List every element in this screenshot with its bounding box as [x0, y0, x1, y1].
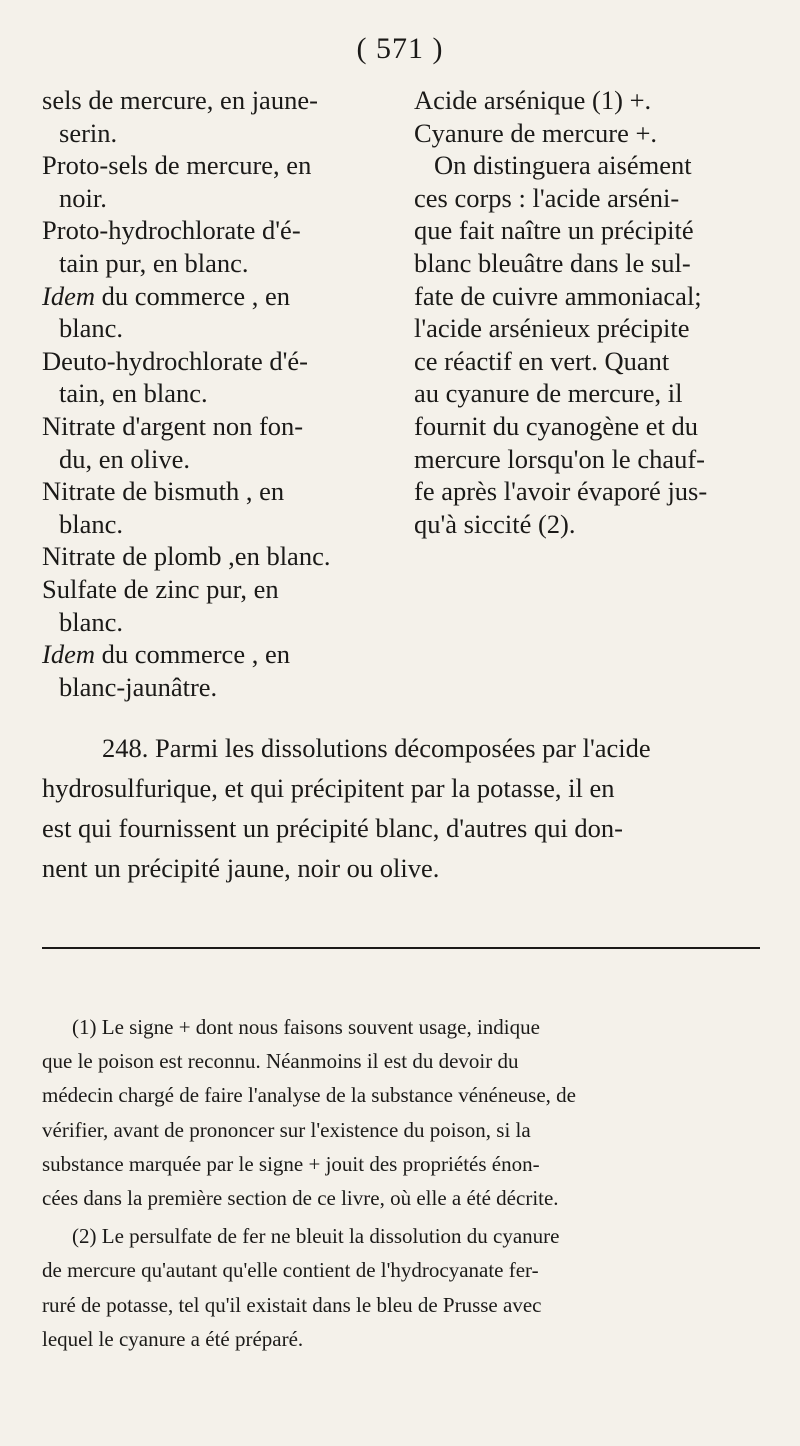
right-line: fournit du cyanogène et du — [414, 410, 699, 441]
left-line: Nitrate de plomb ,en blanc. — [42, 541, 331, 572]
left-line: sels de mercure, en jaune- — [42, 85, 318, 115]
right-line: que fait naître un précipité — [414, 215, 694, 246]
left-line: blanc-jaunâtre. — [59, 671, 218, 702]
footnote-line: lequel le cyanure a été préparé. — [42, 1326, 304, 1351]
right-line: Cyanure de mercure +. — [414, 117, 658, 148]
left-line: tain, en blanc. — [59, 378, 208, 409]
left-line: blanc. — [59, 606, 124, 637]
left-line: du, en olive. — [59, 443, 190, 474]
left-line: blanc. — [59, 313, 124, 344]
left-line: serin. — [59, 117, 118, 148]
right-line: On distinguera aisément — [434, 150, 692, 181]
right-line: blanc bleuâtre dans le sul- — [414, 247, 691, 278]
paragraph-line: 248. Parmi les dissolutions décomposées par l'acide — [102, 733, 651, 763]
left-line: Sulfate de zinc pur, en — [42, 573, 279, 604]
right-line: fe après l'avoir évaporé jus- — [414, 476, 708, 507]
left-line: Deuto-hydrochlorate d'é- — [42, 345, 308, 376]
paragraph-line: nent un précipité jaune, noir ou olive. — [42, 853, 440, 883]
footnote-2 — [42, 1219, 760, 1356]
footnote-1 — [42, 1010, 760, 1215]
footnote-separator-rule — [42, 947, 760, 949]
right-line: ce réactif en vert. Quant — [414, 345, 670, 376]
paragraph-line: est qui fournissent un précipité blanc, d'autres qui don- — [42, 813, 624, 843]
footnote-line: vérifier, avant de prononcer sur l'existence du poison, si la — [42, 1117, 531, 1142]
footnote-line: cées dans la première section de ce livre, où elle a été décrite. — [42, 1186, 559, 1211]
right-line: mercure lorsqu'on le chauf- — [414, 443, 705, 474]
right-line: l'acide arsénieux précipite — [414, 313, 690, 344]
footnote-line: (2) Le persulfate de fer ne bleuit la dissolution du cyanure — [72, 1224, 560, 1249]
right-line: qu'à siccité (2). — [414, 508, 576, 539]
right-line: ces corps : l'acide arséni- — [414, 182, 680, 213]
footnote-line: médecin chargé de faire l'analyse de la substance vénéneuse, de — [42, 1083, 576, 1108]
left-line: Nitrate de bismuth , en — [42, 476, 285, 507]
footnote-line: que le poison est reconnu. Néanmoins il est du devoir du — [42, 1049, 519, 1074]
footnote-line: substance marquée par le signe + jouit des propriétés énon- — [42, 1151, 540, 1176]
left-line: Idem du commerce , en — [42, 280, 290, 311]
page-number: ( 571 ) — [356, 32, 444, 65]
left-line: Idem du commerce , en — [42, 639, 290, 670]
left-line: Proto-hydrochlorate d'é- — [42, 215, 301, 246]
right-column — [414, 84, 764, 540]
left-line: Proto-sels de mercure, en — [42, 150, 312, 181]
footnotes — [42, 1010, 760, 1356]
left-column — [42, 84, 392, 703]
right-line: fate de cuivre ammoniacal; — [414, 280, 702, 311]
left-line: blanc. — [59, 508, 124, 539]
footnote-line: de mercure qu'autant qu'elle contient de l'hydrocyanate fer- — [42, 1258, 539, 1283]
paragraph-line: hydrosulfurique, et qui précipitent par la potasse, il en — [42, 773, 615, 803]
footnote-line: ruré de potasse, tel qu'il existait dans le bleu de Prusse avec — [42, 1292, 542, 1317]
right-line: Acide arsénique (1) +. — [414, 85, 652, 115]
right-line: au cyanure de mercure, il — [414, 378, 683, 409]
footnote-line: (1) Le signe + dont nous faisons souvent usage, indique — [72, 1015, 540, 1039]
left-line: Nitrate d'argent non fon- — [42, 410, 304, 441]
paragraph-248 — [42, 728, 760, 888]
left-line: tain pur, en blanc. — [59, 247, 249, 278]
left-line: noir. — [59, 182, 107, 213]
